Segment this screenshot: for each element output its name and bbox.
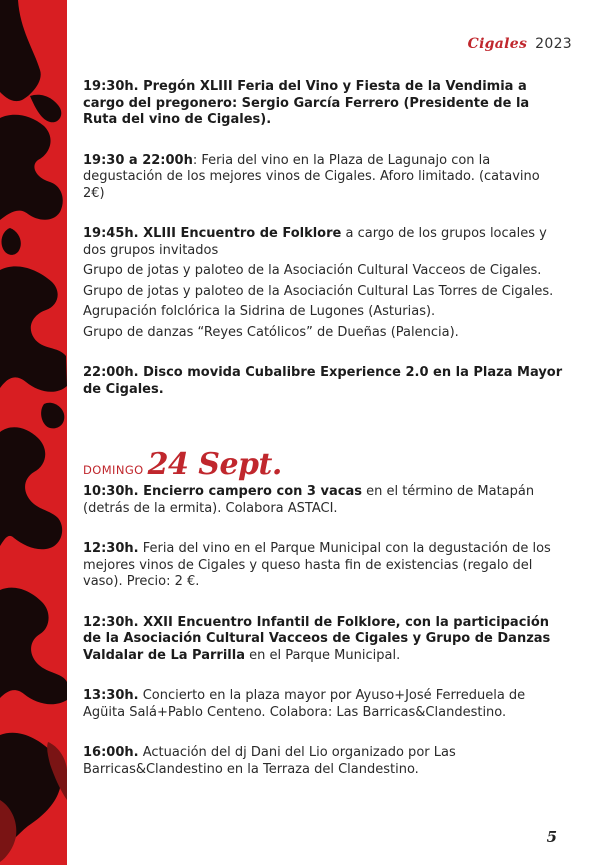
event-item bbox=[83, 688, 563, 721]
page-header bbox=[468, 36, 572, 52]
group-line: Grupo de jotas y paloteo de la Asociación Cultural Las Torres de Cigales. bbox=[83, 283, 554, 299]
event-highlight: 19:30 a 22:00h bbox=[83, 152, 193, 168]
side-photo-strip bbox=[0, 0, 67, 865]
event-item bbox=[83, 79, 563, 129]
program-content bbox=[83, 79, 563, 778]
event-highlight: 12:30h. bbox=[83, 541, 139, 556]
header-year: 2023 bbox=[535, 36, 572, 52]
event-highlight: 22:00h. Disco movida Cubalibre Experience 2.0 en la Plaza Mayor de Cigales. bbox=[83, 365, 563, 397]
event-item bbox=[83, 541, 563, 591]
event-item bbox=[83, 484, 563, 517]
group-line: Grupo de jotas y paloteo de la Asociación Cultural Vacceos de Cigales. bbox=[83, 263, 542, 278]
event-detail: Feria del vino en el Parque Municipal con la degustación de los mejores vinos de Cigales y queso hasta fin de existencias (regalo del vaso). Precio: 2 €. bbox=[83, 541, 551, 589]
brand-title: Cigales bbox=[467, 36, 528, 52]
group-line: Agrupación folclórica la Sidrina de Lugones (Asturias). bbox=[83, 304, 436, 319]
event-item bbox=[83, 365, 563, 398]
day-heading bbox=[83, 447, 563, 484]
event-highlight: 19:45h. XLIII Encuentro de Folklore bbox=[83, 226, 342, 241]
event-detail: Actuación del dj Dani del Lio organizado por Las Barricas&Clandestino en la Terraza del Clandestino. bbox=[83, 745, 456, 777]
day-of-week: DOMINGO bbox=[83, 463, 144, 477]
event-highlight: 10:30h. Encierro campero con 3 vacas bbox=[83, 484, 362, 499]
page-number: 5 bbox=[546, 828, 557, 846]
event-detail: a cargo de los grupos locales y dos grupos invitados bbox=[83, 226, 547, 258]
event-item bbox=[83, 226, 563, 259]
event-highlight: 19:30h. Pregón XLIII Feria del Vino y Fiesta de la Vendimia a cargo del pregonero: Sergio García Ferrero (Presidente de la Ruta del vino de Cigales). bbox=[83, 79, 530, 127]
event-detail: : Feria del vino en la Plaza de Lagunajo con la degustación de los mejores vinos de Cigales. Aforo limitado. (catavino 2€) bbox=[83, 152, 540, 201]
event-detail: en el Parque Municipal. bbox=[244, 647, 401, 663]
day-date: 24 Sept. bbox=[147, 447, 282, 482]
event-item bbox=[83, 745, 563, 778]
event-highlight: 16:00h. bbox=[83, 745, 139, 760]
event-highlight: 12:30h. XXII Encuentro Infantil de Folklore, con la participación de la Asociación Cultural Vacceos de Cigales y Grupo de Danzas Valdalar de La Parrilla bbox=[83, 614, 551, 663]
group-line: Grupo de danzas “Reyes Católicos” de Dueñas (Palencia). bbox=[83, 324, 459, 340]
event-detail: en el término de Matapán (detrás de la ermita). Colabora ASTACI. bbox=[83, 484, 535, 516]
event-detail: Concierto en la plaza mayor por Ayuso+José Ferreduela de Agüita Salá+Pablo Centeno. Colabora: Las Barricas&Clandestino. bbox=[83, 688, 526, 720]
event-highlight: 13:30h. bbox=[83, 688, 139, 703]
event-item bbox=[83, 153, 563, 203]
event-item bbox=[83, 615, 563, 665]
